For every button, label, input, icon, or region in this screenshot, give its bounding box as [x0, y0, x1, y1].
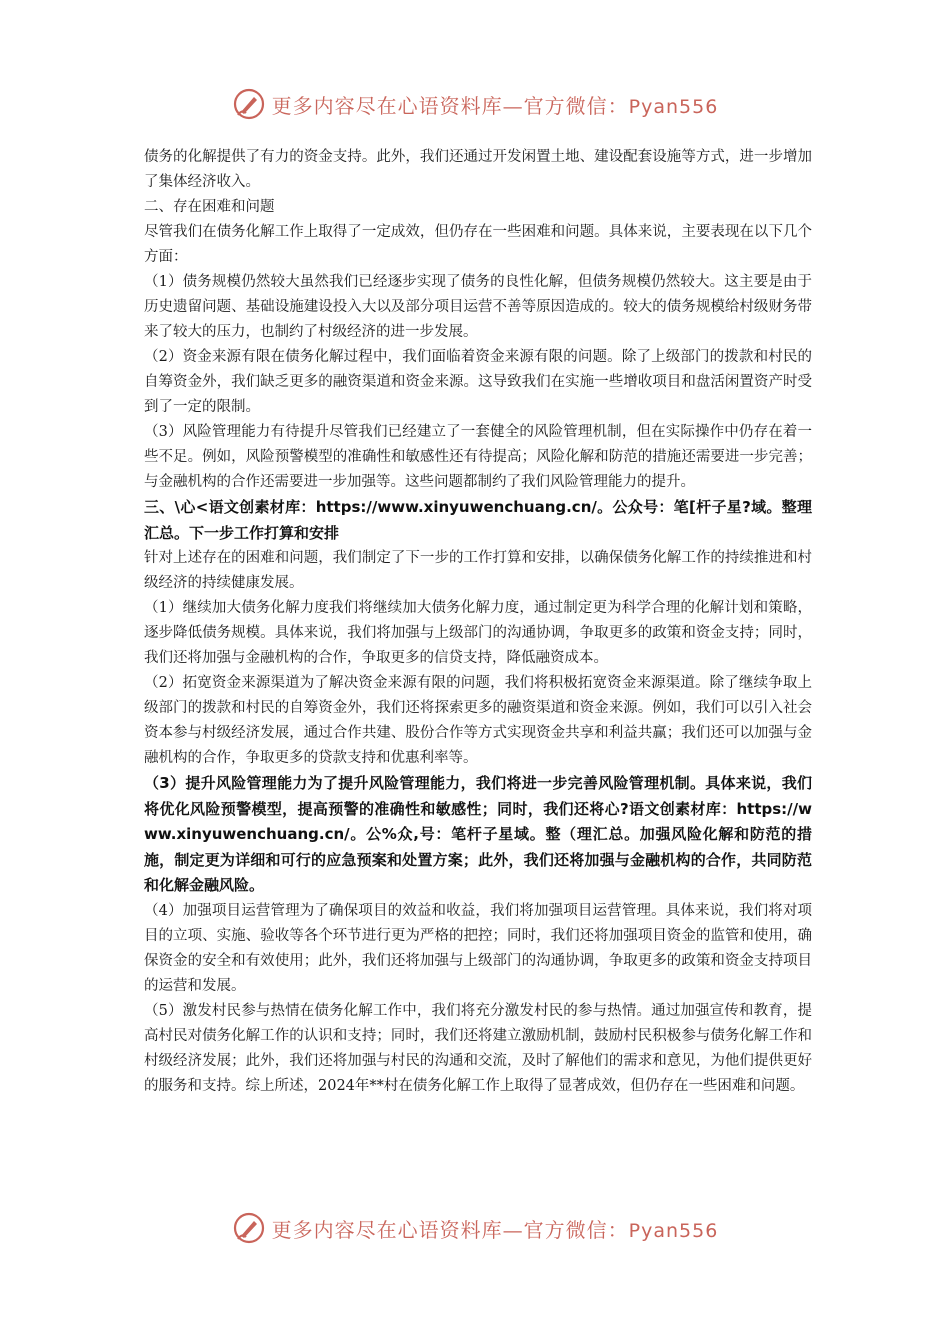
paragraph: （1）债务规模仍然较大虽然我们已经逐步实现了债务的良性化解，但债务规模仍然较大。这主要是由于历史遗留问题、基础设施建设投入大以及部分项目运营不善等原因造成的。较大的债务规模给村级财务带来了较大的压力，也制约了村级经济的进一步发展。: [144, 274, 812, 340]
header-wechat-id: Pyan556: [628, 95, 719, 118]
paragraph: 二、存在困难和问题: [144, 199, 275, 215]
header-banner-label: 更多内容尽在心语资料库—官方微信：: [271, 93, 629, 118]
paragraph: 尽管我们在债务化解工作上取得了一定成效，但仍存在一些困难和问题。具体来说，主要表现在以下几个方面：: [144, 224, 812, 265]
footer-banner: [0, 1208, 950, 1248]
paragraph: （5）激发村民参与热情在债务化解工作中，我们将充分激发村民的参与热情。通过加强宣传和教育，提高村民对债务化解工作的认识和支持；同时，我们还将建立激励机制，鼓励村民积极参与债务化解工作和村级经济发展；此外，我们还将加强与村民的沟通和交流，及时了解他们的需求和意见，为他们提供更好的服务和支持。综上所述，2024年**村在债务化解工作上取得了显著成效，但仍存在一些困难和问题。: [144, 1002, 812, 1094]
footer-banner-text: [272, 1214, 719, 1243]
header-banner: [0, 84, 950, 124]
header-banner-text: [272, 90, 719, 119]
bold-paragraph: （3）提升风险管理能力为了提升风险管理能力，我们将进一步完善风险管理机制。具体来说，我们将优化风险预警模型，提高预警的准确性和敏感性；同时，我们还将心?语文创素材库：https://www.xinyuwenchuang.cn/。公%众,号：笔杆子星域。整（理汇总。加强风险化解和防范的措施，制定更为详细和可行的应急预案和处置方案；此外，我们还将加强与金融机构的合作，共同防范和化解金融风险。: [144, 774, 812, 894]
paragraph: （2）拓宽资金来源渠道为了解决资金来源有限的问题，我们将积极拓宽资金来源渠道。除了继续争取上级部门的拨款和村民的自筹资金外，我们还将探索更多的融资渠道和资金来源。例如，我们可以引入社会资本参与村级经济发展，通过合作共建、股份合作等方式实现资金共享和利益共赢；我们还可以加强与金融机构的合作，争取更多的贷款支持和优惠利率等。: [144, 675, 812, 766]
paragraph: （2）资金来源有限在债务化解过程中，我们面临着资金来源有限的问题。除了上级部门的拨款和村民的自筹资金外，我们缺乏更多的融资渠道和资金来源。这导致我们在实施一些增收项目和盘活闲置资产时受到了一定的限制。: [144, 349, 812, 415]
pen-circle-icon: [232, 1211, 266, 1245]
paragraph: （1）继续加大债务化解力度我们将继续加大债务化解力度，通过制定更为科学合理的化解计划和策略，逐步降低债务规模。具体来说，我们将加强与上级部门的沟通协调，争取更多的政策和资金支持；同时，我们还将加强与金融机构的合作，争取更多的信贷支持，降低融资成本。: [144, 600, 812, 666]
paragraph: （4）加强项目运营管理为了确保项目的效益和收益，我们将加强项目运营管理。具体来说，我们将对项目的立项、实施、验收等各个环节进行更为严格的把控；同时，我们还将加强项目资金的监管和使用，确保资金的安全和有效使用；此外，我们还将加强与上级部门的沟通协调，争取更多的政策和资金支持项目的运营和发展。: [144, 902, 812, 994]
footer-wechat-id: Pyan556: [628, 1219, 719, 1242]
bold-paragraph: 三、\心<语文创素材库：https://www.xinyuwenchuang.cn/。公众号：笔[杆子星?域。整理汇总。下一步工作打算和安排: [144, 498, 812, 542]
document-body: [144, 145, 812, 1099]
paragraph: 针对上述存在的困难和问题，我们制定了下一步的工作打算和安排，以确保债务化解工作的持续推进和村级经济的持续健康发展。: [144, 550, 812, 591]
pen-circle-icon: [232, 87, 266, 121]
footer-banner-label: 更多内容尽在心语资料库—官方微信：: [271, 1217, 629, 1242]
paragraph: 债务的化解提供了有力的资金支持。此外，我们还通过开发闲置土地、建设配套设施等方式，进一步增加了集体经济收入。: [144, 149, 812, 190]
paragraph: （3）风险管理能力有待提升尽管我们已经建立了一套健全的风险管理机制，但在实际操作中仍存在着一些不足。例如，风险预警模型的准确性和敏感性还有待提高；风险化解和防范的措施还需要进一步完善；与金融机构的合作还需要进一步加强等。这些问题都制约了我们风险管理能力的提升。: [144, 424, 812, 490]
